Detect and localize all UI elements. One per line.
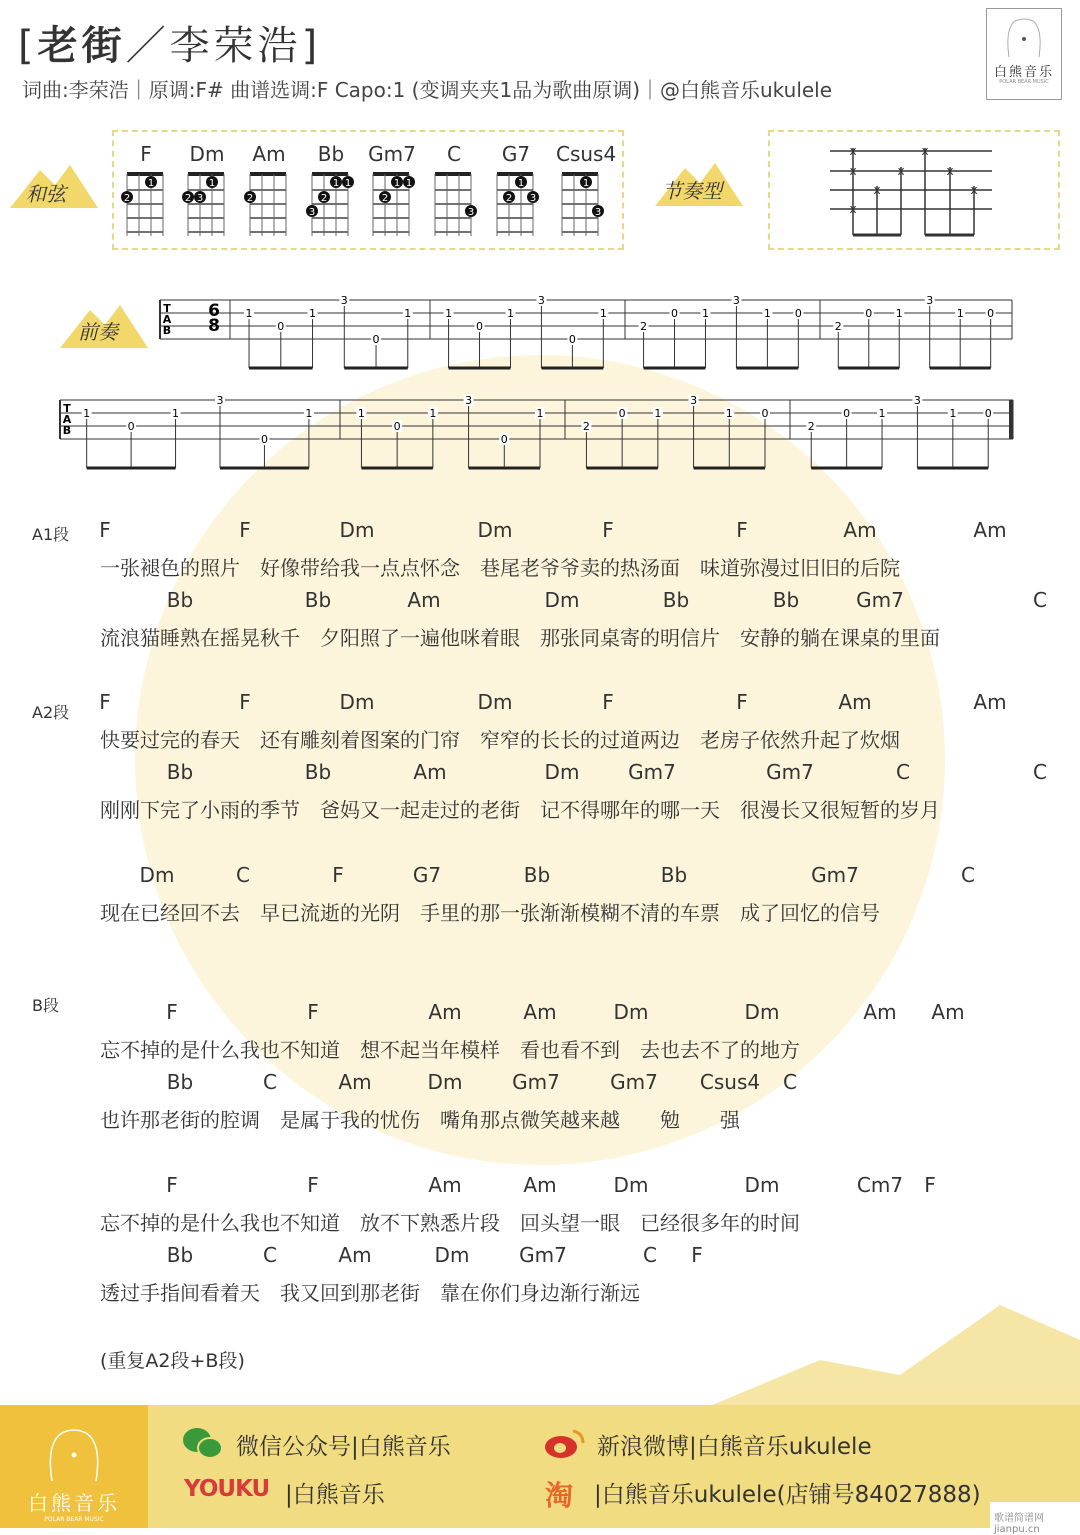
svg-text:3: 3 — [196, 193, 204, 204]
tab-fret-number: 2 — [807, 420, 815, 433]
repeat-note: (重复A2段+B段) — [100, 1350, 245, 1372]
tab-fret-number: 0 — [843, 407, 851, 420]
chord-symbol: Dm — [544, 588, 580, 612]
svg-text:x: x — [873, 183, 881, 197]
tab-fret-number: 0 — [277, 320, 285, 333]
chord-symbol: Bb — [772, 588, 800, 612]
chord-symbol: Dm — [477, 518, 513, 542]
chord-symbol: Dm — [544, 760, 580, 784]
time-signature: 8 — [208, 316, 220, 336]
chord-symbol: F — [332, 863, 344, 887]
finger-dot — [206, 176, 218, 189]
tab-fret-number: 1 — [956, 307, 964, 320]
chord-symbol: Dm — [434, 1243, 470, 1267]
logo-name: 白熊音乐 — [993, 65, 1054, 80]
svg-text:x: x — [849, 202, 857, 216]
chord-symbol: C — [1033, 760, 1047, 784]
tab-fret-number: 1 — [536, 407, 544, 420]
tab-fret-number: 1 — [654, 407, 662, 420]
finger-dot — [465, 205, 477, 218]
footer-brand — [0, 1405, 148, 1528]
chord-symbol: Bb — [166, 760, 194, 784]
chord-symbol: Csus4 — [699, 1070, 761, 1094]
lyric-line: 忘不掉的是什么我也不知道 放不下熟悉片段 回头望一眼 已经很多年的时间 — [100, 1211, 800, 1235]
tab-fret-number: 0 — [568, 333, 576, 346]
chord-symbol: F — [166, 1173, 178, 1197]
svg-text:1: 1 — [147, 178, 155, 189]
chord-symbol: C — [1033, 588, 1047, 612]
svg-text:3: 3 — [529, 193, 537, 204]
chord-symbol: Bb — [166, 1243, 194, 1267]
chord-symbol: Gm7 — [856, 588, 904, 612]
youku-account[interactable]: |白熊音乐 — [285, 1482, 385, 1508]
finger-dot — [318, 191, 330, 204]
watermark: 歌谱简谱网 jianpu.cn — [990, 1502, 1080, 1528]
lyric-line: 快要过完的春天 还有雕刻着图案的门帘 窄窄的长长的过道两边 老房子依然升起了炊烟 — [100, 728, 900, 752]
tab-fret-number: 0 — [127, 420, 135, 433]
tab-fret-number: 1 — [701, 307, 709, 320]
tab-clef: B — [162, 324, 172, 337]
chord-symbol: Dm — [477, 690, 513, 714]
finger-dot — [306, 205, 318, 218]
chord-symbol: Am — [973, 518, 1007, 542]
tab-fret-number: 2 — [834, 320, 842, 333]
chord-name: F — [140, 142, 152, 166]
finger-dot — [592, 205, 604, 218]
chord-symbol: Gm7 — [519, 1243, 567, 1267]
youku-logo: YOUKU — [184, 1476, 270, 1502]
tab-fret-number: 1 — [172, 407, 180, 420]
chord-symbol: Gm7 — [811, 863, 859, 887]
chord-symbol: Bb — [304, 760, 332, 784]
svg-text:1: 1 — [208, 178, 216, 189]
finger-dot — [515, 176, 527, 189]
chord-symbol: Am — [838, 690, 872, 714]
tab-fret-number: 1 — [895, 307, 903, 320]
tab-fret-number: 1 — [506, 307, 514, 320]
tab-fret-number: 3 — [690, 394, 698, 407]
tab-fret-number: 3 — [913, 394, 921, 407]
tab-fret-number: 0 — [761, 407, 769, 420]
chord-symbol: Dm — [613, 1173, 649, 1197]
artist: ／李荣浩 — [125, 23, 302, 69]
chord-symbol: C — [643, 1243, 657, 1267]
tab-fret-number: 1 — [599, 307, 607, 320]
finger-dot — [403, 176, 415, 189]
tab-fret-number: 0 — [372, 333, 380, 346]
svg-text:3: 3 — [308, 207, 316, 218]
bracket: [ — [18, 23, 38, 69]
bear-icon — [34, 1423, 114, 1483]
intro-label: 前奏 — [78, 320, 118, 344]
tab-fret-number: 1 — [245, 307, 253, 320]
chord-symbol: F — [924, 1173, 936, 1197]
song-meta: 词曲:李荣浩｜原调:F# 曲谱选调:F Capo:1 (变调夹夹1品为歌曲原调)｜@白熊音乐ukulele — [22, 78, 833, 102]
chord-symbol: Am — [428, 1173, 462, 1197]
finger-dot — [121, 191, 133, 204]
svg-text:3: 3 — [594, 207, 602, 218]
weibo-icon — [543, 1425, 587, 1461]
svg-text:2: 2 — [505, 193, 513, 204]
tab-fret-number: 2 — [582, 420, 590, 433]
svg-text:1: 1 — [393, 178, 401, 189]
tab-fret-number: 1 — [445, 307, 453, 320]
tab-fret-number: 1 — [305, 407, 313, 420]
svg-text:x: x — [921, 144, 929, 158]
chord-symbol: C — [263, 1070, 277, 1094]
lyric-line: 忘不掉的是什么我也不知道 想不起当年模样 看也看不到 去也去不了的地方 — [100, 1038, 800, 1062]
chord-symbol: F — [166, 1000, 178, 1024]
chord-symbol: F — [99, 518, 111, 542]
weibo-account[interactable]: 新浪微博|白熊音乐ukulele — [597, 1434, 872, 1460]
chord-symbol: Gm7 — [512, 1070, 560, 1094]
chord-symbol: C — [236, 863, 250, 887]
chord-symbol: Gm7 — [766, 760, 814, 784]
tab-fret-number: 3 — [216, 394, 224, 407]
chord-symbol: Am — [863, 1000, 897, 1024]
tab-fret-number: 3 — [732, 294, 740, 307]
tab-fret-number: 1 — [949, 407, 957, 420]
chord-symbol: Gm7 — [610, 1070, 658, 1094]
logo-sub: POLAR BEAR MUSIC — [999, 79, 1049, 85]
chord-symbol: F — [307, 1000, 319, 1024]
chord-symbol: C — [783, 1070, 797, 1094]
lyric-line: 透过手指间看着天 我又回到那老街 靠在你们身边渐行渐远 — [100, 1281, 640, 1305]
tab-fret-number: 1 — [763, 307, 771, 320]
chord-symbol: Am — [407, 588, 441, 612]
tab-fret-number: 0 — [865, 307, 873, 320]
chord-symbol: Dm — [613, 1000, 649, 1024]
tab-clef: T — [63, 402, 71, 415]
svg-text:1: 1 — [332, 178, 340, 189]
chord-symbol: Bb — [660, 863, 688, 887]
chord-symbol: Dm — [427, 1070, 463, 1094]
tab-fret-number: 3 — [537, 294, 545, 307]
section-label-a1: A1段 — [32, 525, 70, 544]
chord-name: Bb — [317, 142, 345, 166]
chord-diagram — [491, 168, 539, 238]
svg-text:2: 2 — [320, 193, 328, 204]
tab-fret-number: 0 — [393, 420, 401, 433]
tab-fret-number: 1 — [83, 407, 91, 420]
chord-symbol: Dm — [744, 1173, 780, 1197]
chord-symbol: C — [961, 863, 975, 887]
footer-brand-sub: POLAR BEAR MUSIC — [44, 1516, 104, 1523]
chord-diagram — [429, 168, 477, 238]
finger-dot — [182, 191, 194, 204]
chord-name: Csus4 — [556, 142, 617, 166]
chord-diagram — [556, 168, 604, 238]
chord-symbol: Dm — [339, 518, 375, 542]
chord-symbol: Am — [523, 1173, 557, 1197]
chord-symbol: Bb — [523, 863, 551, 887]
svg-text:x: x — [970, 183, 978, 197]
taobao-shop[interactable]: |白熊音乐ukulele(店铺号84027888) — [594, 1482, 981, 1508]
lyric-line: 流浪猫睡熟在摇晃秋千 夕阳照了一遍他咪着眼 那张同桌寄的明信片 安静的躺在课桌的里面 — [100, 626, 940, 650]
chord-symbol: Am — [413, 760, 447, 784]
finger-dot — [145, 176, 157, 189]
tab-clef: B — [62, 424, 72, 437]
chord-symbol: Bb — [166, 588, 194, 612]
chord-symbol: Gm7 — [628, 760, 676, 784]
tab-fret-number: 1 — [404, 307, 412, 320]
chord-diagram — [367, 168, 415, 238]
chord-symbol: Am — [973, 690, 1007, 714]
page-title — [18, 14, 321, 71]
lyric-line: 现在已经回不去 早已流逝的光阴 手里的那一张渐渐模糊不清的车票 成了回忆的信号 — [100, 901, 880, 925]
chord-symbol: F — [99, 690, 111, 714]
svg-text:1: 1 — [517, 178, 525, 189]
chord-name: Gm7 — [368, 142, 416, 166]
chord-symbol: F — [602, 690, 614, 714]
chord-symbol: Cm7 — [856, 1173, 904, 1197]
bear-icon — [987, 9, 1061, 59]
chord-symbol: Am — [338, 1070, 372, 1094]
tab-fret-number: 0 — [260, 433, 268, 446]
tab-fret-number: 2 — [640, 320, 648, 333]
tab-clef: A — [62, 413, 72, 426]
intro-tablature — [0, 280, 1080, 480]
lyric-line: 也许那老街的腔调 是属于我的忧伤 嘴角那点微笑越来越 勉 强 — [100, 1108, 740, 1132]
tab-fret-number: 0 — [671, 307, 679, 320]
svg-text:1: 1 — [344, 178, 352, 189]
finger-dot — [379, 191, 391, 204]
chord-symbol: G7 — [412, 863, 442, 887]
svg-text:3: 3 — [467, 207, 475, 218]
lyric-line: 刚刚下完了小雨的季节 爸妈又一起走过的老街 记不得哪年的哪一天 很漫长又很短暂的岁月 — [100, 798, 940, 822]
chord-symbol: Am — [931, 1000, 965, 1024]
svg-text:x: x — [897, 164, 905, 178]
finger-dot — [527, 191, 539, 204]
svg-text:x: x — [849, 144, 857, 158]
chord-symbol: Bb — [166, 1070, 194, 1094]
tab-fret-number: 3 — [926, 294, 934, 307]
tab-fret-number: 0 — [476, 320, 484, 333]
lyric-line: 一张褪色的照片 好像带给我一点点怀念 巷尾老爷爷卖的热汤面 味道弥漫过旧旧的后院 — [100, 556, 900, 580]
finger-dot — [244, 191, 256, 204]
taobao-icon: 淘 — [545, 1479, 574, 1512]
song-title: 老街 — [37, 23, 126, 69]
finger-dot — [580, 176, 592, 189]
chord-symbol: F — [736, 690, 748, 714]
svg-text:1: 1 — [582, 178, 590, 189]
finger-dot — [342, 176, 354, 189]
chord-symbol: Am — [338, 1243, 372, 1267]
footer-brand-name: 白熊音乐 — [28, 1491, 120, 1515]
chord-symbol: F — [736, 518, 748, 542]
tab-fret-number: 3 — [465, 394, 473, 407]
chord-symbol: F — [602, 518, 614, 542]
chord-symbol: Bb — [304, 588, 332, 612]
svg-text:1: 1 — [405, 178, 413, 189]
svg-text:x: x — [946, 164, 954, 178]
svg-text:2: 2 — [381, 193, 389, 204]
finger-dot — [330, 176, 342, 189]
svg-text:2: 2 — [123, 193, 131, 204]
svg-text:2: 2 — [246, 193, 254, 204]
tab-clef: T — [163, 302, 171, 315]
finger-dot — [194, 191, 206, 204]
chord-diagram — [244, 168, 292, 238]
section-label-a2: A2段 — [32, 703, 70, 722]
footer — [0, 1405, 1080, 1528]
tab-fret-number: 0 — [984, 407, 992, 420]
chord-symbol: F — [307, 1173, 319, 1197]
tab-clef: A — [162, 313, 172, 326]
chord-symbol: F — [239, 690, 251, 714]
chord-symbol: Dm — [139, 863, 175, 887]
chord-symbol: Am — [843, 518, 877, 542]
rhythm-label: 节奏型 — [662, 179, 722, 203]
rhythm-pattern — [830, 140, 1000, 240]
chord-name: C — [447, 142, 461, 166]
tab-fret-number: 0 — [987, 307, 995, 320]
svg-text:x: x — [849, 164, 857, 178]
brand-logo — [986, 8, 1062, 100]
wechat-icon — [182, 1425, 224, 1461]
finger-dot — [503, 191, 515, 204]
tab-fret-number: 0 — [794, 307, 802, 320]
tab-fret-number: 1 — [429, 407, 437, 420]
tab-fret-number: 1 — [878, 407, 886, 420]
finger-dot — [391, 176, 403, 189]
mountain-decoration — [700, 1300, 1080, 1410]
chord-symbol: F — [691, 1243, 703, 1267]
chord-symbol: C — [263, 1243, 277, 1267]
tab-fret-number: 3 — [340, 294, 348, 307]
tab-fret-number: 1 — [357, 407, 365, 420]
chord-name: Dm — [189, 142, 225, 166]
tab-fret-number: 1 — [725, 407, 733, 420]
svg-text:2: 2 — [184, 193, 192, 204]
chords-label: 和弦 — [26, 182, 66, 206]
bracket: ] — [301, 23, 322, 69]
chord-symbol: F — [239, 518, 251, 542]
chord-symbol: Bb — [662, 588, 690, 612]
chord-symbol: C — [896, 760, 910, 784]
wechat-account[interactable]: 微信公众号|白熊音乐 — [236, 1434, 451, 1460]
time-signature: 6 — [208, 301, 220, 321]
chord-symbol: Am — [523, 1000, 557, 1024]
chord-diagram — [182, 168, 230, 238]
chord-symbol: Dm — [744, 1000, 780, 1024]
chord-symbol: Am — [428, 1000, 462, 1024]
chord-name: G7 — [501, 142, 531, 166]
chord-diagram — [306, 168, 354, 238]
chord-name: Am — [252, 142, 286, 166]
tab-fret-number: 0 — [500, 433, 508, 446]
chord-diagram — [121, 168, 169, 238]
chord-symbol: Dm — [339, 690, 375, 714]
tab-fret-number: 1 — [309, 307, 317, 320]
section-label-b: B段 — [32, 996, 59, 1015]
tab-fret-number: 0 — [618, 407, 626, 420]
